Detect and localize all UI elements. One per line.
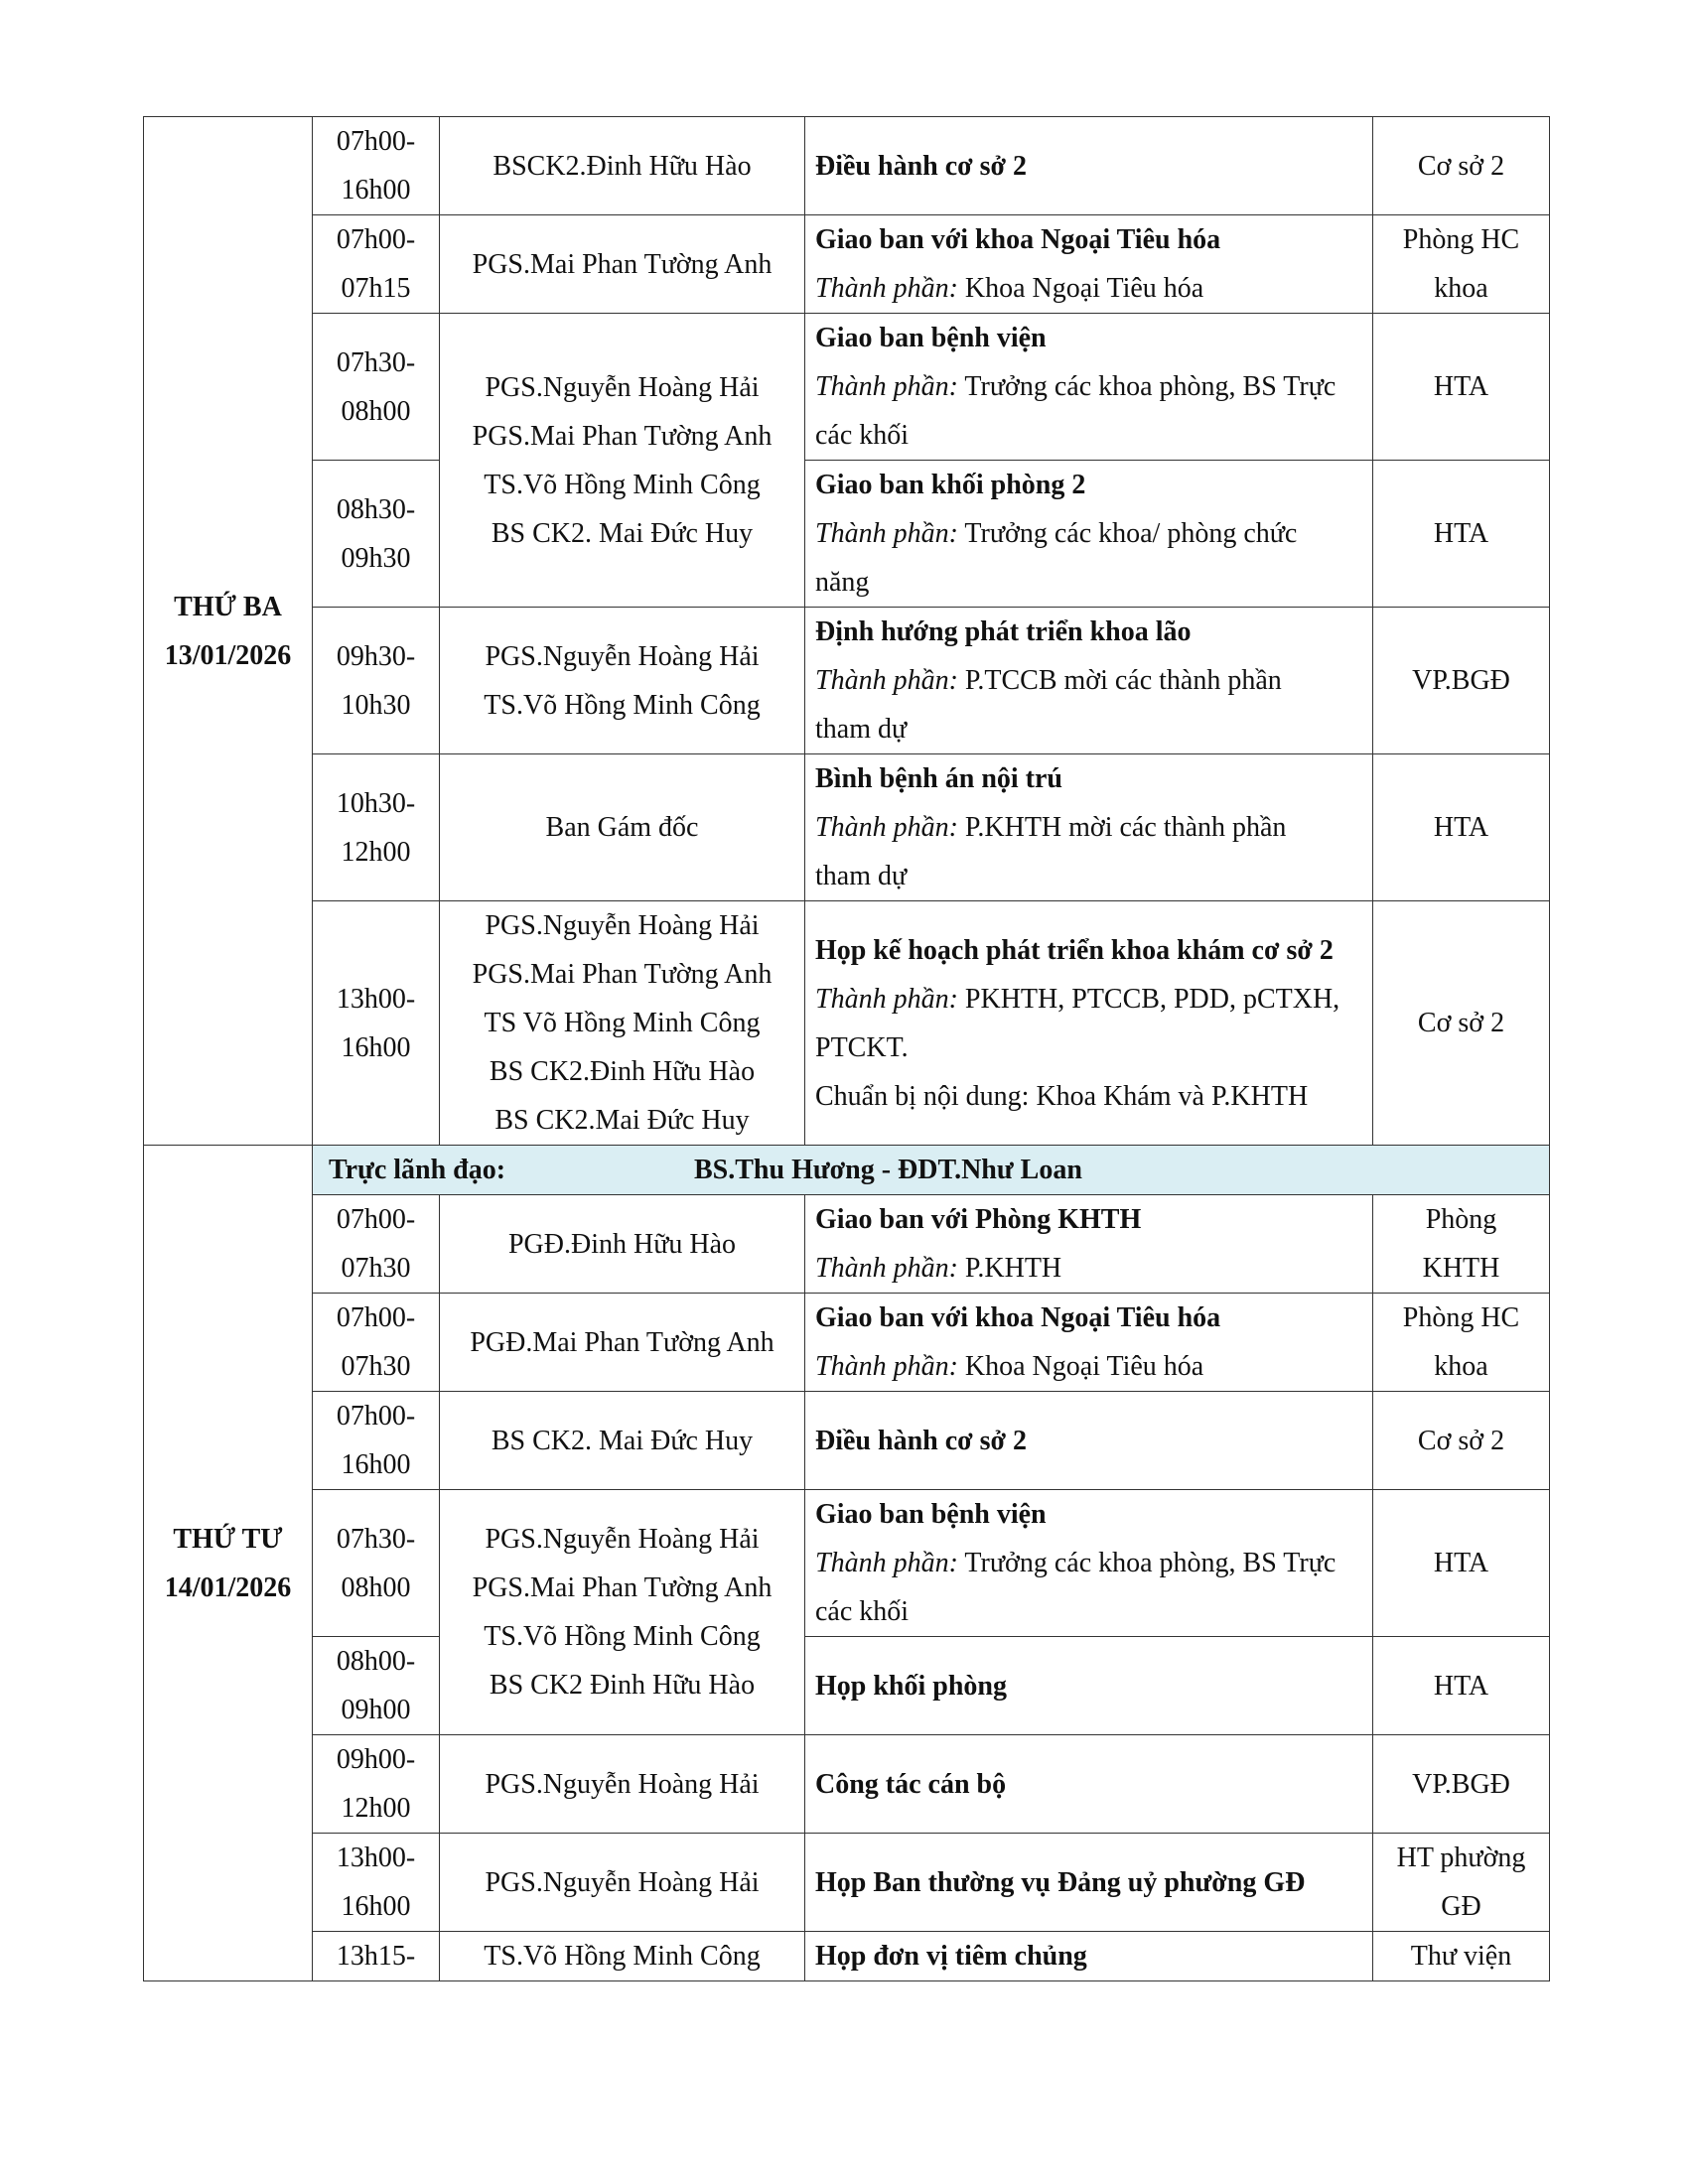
- meeting-title: Họp khối phòng: [815, 1670, 1007, 1702]
- location-cell: Phòng HC khoa: [1373, 215, 1550, 314]
- location-cell: HTA: [1373, 1490, 1550, 1637]
- meeting-title: Bình bệnh án nội trú: [815, 763, 1062, 794]
- time-cell: 10h30- 12h00: [313, 754, 440, 901]
- content-cell: [805, 1392, 1373, 1490]
- table-row: [144, 117, 1550, 215]
- detail-label: Thành phần:: [815, 1253, 958, 1284]
- duty-cell: [313, 1146, 1550, 1195]
- detail-label: Thành phần:: [815, 518, 958, 549]
- content-cell: [805, 1932, 1373, 1981]
- day-name: THỨ BA: [174, 591, 282, 622]
- location-cell: HTA: [1373, 754, 1550, 901]
- time-cell: 08h00- 09h00: [313, 1637, 440, 1735]
- day-date: 14/01/2026: [164, 1571, 292, 1603]
- meeting-title: Giao ban với khoa Ngoại Tiêu hóa: [815, 1302, 1221, 1333]
- location-cell: Cơ sở 2: [1373, 117, 1550, 215]
- meeting-title: Họp đơn vị tiêm chủng: [815, 1941, 1087, 1972]
- table-row: [144, 1392, 1550, 1490]
- meeting-title: Điều hành cơ sở 2: [815, 150, 1028, 182]
- content-cell: Định hướng phát triển khoa lão Thành phần: P.TCCB mời các thành phần tham dự: [805, 608, 1373, 754]
- table-row: [144, 1195, 1550, 1294]
- content-cell: Bình bệnh án nội trú Thành phần: P.KHTH mời các thành phần tham dự: [805, 754, 1373, 901]
- time-cell: 08h30- 09h30: [313, 461, 440, 608]
- day-name: THỨ TƯ: [173, 1523, 283, 1555]
- detail-label: Thành phần:: [815, 371, 958, 402]
- detail-label: Thành phần:: [815, 983, 958, 1015]
- time-cell: 07h00- 07h30: [313, 1195, 440, 1294]
- location-cell: VP.BGĐ: [1373, 1735, 1550, 1834]
- time-cell: 07h00- 16h00: [313, 117, 440, 215]
- person-cell: Ban Gám đốc: [440, 754, 805, 901]
- table-row: [144, 754, 1550, 901]
- person-cell: PGS.Nguyễn Hoàng Hải: [440, 1735, 805, 1834]
- person-cell: PGĐ.Mai Phan Tường Anh: [440, 1294, 805, 1392]
- content-cell: [805, 117, 1373, 215]
- location-cell: HTA: [1373, 314, 1550, 461]
- table-row: [144, 1294, 1550, 1392]
- location-cell: Thư viện: [1373, 1932, 1550, 1981]
- table-row: [144, 215, 1550, 314]
- content-cell: Giao ban với khoa Ngoại Tiêu hóa Thành phần: Khoa Ngoại Tiêu hóa: [805, 1294, 1373, 1392]
- content-cell: Giao ban bệnh viện Thành phần: Trưởng các khoa phòng, BS Trực các khối: [805, 1490, 1373, 1637]
- person-cell: PGS.Nguyễn Hoàng Hải TS.Võ Hồng Minh Công: [440, 608, 805, 754]
- person-cell: PGĐ.Đinh Hữu Hào: [440, 1195, 805, 1294]
- time-cell: 07h00- 07h30: [313, 1294, 440, 1392]
- table-row: [144, 1834, 1550, 1932]
- content-cell: [805, 1637, 1373, 1735]
- location-cell: Cơ sở 2: [1373, 1392, 1550, 1490]
- content-cell: [805, 1735, 1373, 1834]
- detail-label: Thành phần:: [815, 665, 958, 696]
- detail-label: Thành phần:: [815, 1548, 958, 1578]
- table-row: [144, 1637, 1550, 1735]
- detail-label: Thành phần:: [815, 1351, 958, 1382]
- content-cell: Giao ban với khoa Ngoại Tiêu hóa Thành phần: Khoa Ngoại Tiêu hóa: [805, 215, 1373, 314]
- schedule-table: [143, 116, 1550, 1981]
- table-row: [144, 608, 1550, 754]
- location-cell: Cơ sở 2: [1373, 901, 1550, 1146]
- time-cell: 09h30- 10h30: [313, 608, 440, 754]
- content-cell: Giao ban bệnh viện Thành phần: Trưởng các khoa phòng, BS Trực các khối: [805, 314, 1373, 461]
- time-cell: 07h00- 07h15: [313, 215, 440, 314]
- content-cell: Giao ban với Phòng KHTH Thành phần: P.KHTH: [805, 1195, 1373, 1294]
- time-cell: 07h00- 16h00: [313, 1392, 440, 1490]
- person-cell: PGS.Nguyễn Hoàng Hải PGS.Mai Phan Tường Anh TS.Võ Hồng Minh Công BS CK2. Mai Đức Huy: [440, 314, 805, 608]
- meeting-title: Giao ban với Phòng KHTH: [815, 1204, 1142, 1235]
- time-cell: 13h15-: [313, 1932, 440, 1981]
- meeting-title: Họp kế hoạch phát triển khoa khám cơ sở 2: [815, 934, 1334, 966]
- content-cell: Giao ban khối phòng 2 Thành phần: Trưởng các khoa/ phòng chức năng: [805, 461, 1373, 608]
- day-cell: [144, 1146, 313, 1981]
- detail-label: Thành phần:: [815, 812, 958, 843]
- meeting-title: Công tác cán bộ: [815, 1768, 1007, 1800]
- location-cell: HTA: [1373, 461, 1550, 608]
- duty-value: BS.Thu Hương - ĐDT.Như Loan: [694, 1155, 1082, 1185]
- table-row: [144, 461, 1550, 608]
- table-row: [144, 1490, 1550, 1637]
- day-date: 13/01/2026: [164, 639, 292, 671]
- person-cell: PGS.Nguyễn Hoàng Hải PGS.Mai Phan Tường Anh TS.Võ Hồng Minh Công BS CK2 Đinh Hữu Hào: [440, 1490, 805, 1735]
- table-row: [144, 1932, 1550, 1981]
- table-row: [144, 1735, 1550, 1834]
- table-row: [144, 314, 1550, 461]
- person-cell: PGS.Nguyễn Hoàng Hải PGS.Mai Phan Tường Anh TS Võ Hồng Minh Công BS CK2.Đinh Hữu Hào BS CK2.Mai Đức Huy: [440, 901, 805, 1146]
- meeting-title: Giao ban với khoa Ngoại Tiêu hóa: [815, 224, 1221, 255]
- day-cell: [144, 117, 313, 1146]
- person-cell: BSCK2.Đinh Hữu Hào: [440, 117, 805, 215]
- duty-label: Trực lãnh đạo:: [329, 1155, 506, 1185]
- location-cell: HTA: [1373, 1637, 1550, 1735]
- person-cell: TS.Võ Hồng Minh Công: [440, 1932, 805, 1981]
- meeting-title: Giao ban bệnh viện: [815, 323, 1047, 353]
- location-cell: Phòng HC khoa: [1373, 1294, 1550, 1392]
- time-cell: 07h30- 08h00: [313, 1490, 440, 1637]
- location-cell: VP.BGĐ: [1373, 608, 1550, 754]
- meeting-title: Điều hành cơ sở 2: [815, 1425, 1028, 1456]
- person-cell: PGS.Nguyễn Hoàng Hải: [440, 1834, 805, 1932]
- meeting-title: Định hướng phát triển khoa lão: [815, 616, 1192, 647]
- table-row: [144, 901, 1550, 1146]
- time-cell: 13h00- 16h00: [313, 901, 440, 1146]
- time-cell: 13h00- 16h00: [313, 1834, 440, 1932]
- person-cell: BS CK2. Mai Đức Huy: [440, 1392, 805, 1490]
- detail-label: Thành phần:: [815, 273, 958, 304]
- location-cell: HT phường GĐ: [1373, 1834, 1550, 1932]
- duty-row: [144, 1146, 1550, 1195]
- time-cell: 09h00- 12h00: [313, 1735, 440, 1834]
- location-cell: Phòng KHTH: [1373, 1195, 1550, 1294]
- time-cell: 07h30- 08h00: [313, 314, 440, 461]
- person-cell: PGS.Mai Phan Tường Anh: [440, 215, 805, 314]
- meeting-title: Họp Ban thường vụ Đảng uỷ phường GĐ: [815, 1866, 1306, 1898]
- meeting-title: Giao ban khối phòng 2: [815, 470, 1086, 500]
- content-cell: Họp kế hoạch phát triển khoa khám cơ sở 2 Thành phần: PKHTH, PTCCB, PDD, pCTXH, PTCKT. Chuẩn bị nội dung: Khoa Khám và P.KHTH: [805, 901, 1373, 1146]
- meeting-title: Giao ban bệnh viện: [815, 1499, 1047, 1530]
- content-cell: [805, 1834, 1373, 1932]
